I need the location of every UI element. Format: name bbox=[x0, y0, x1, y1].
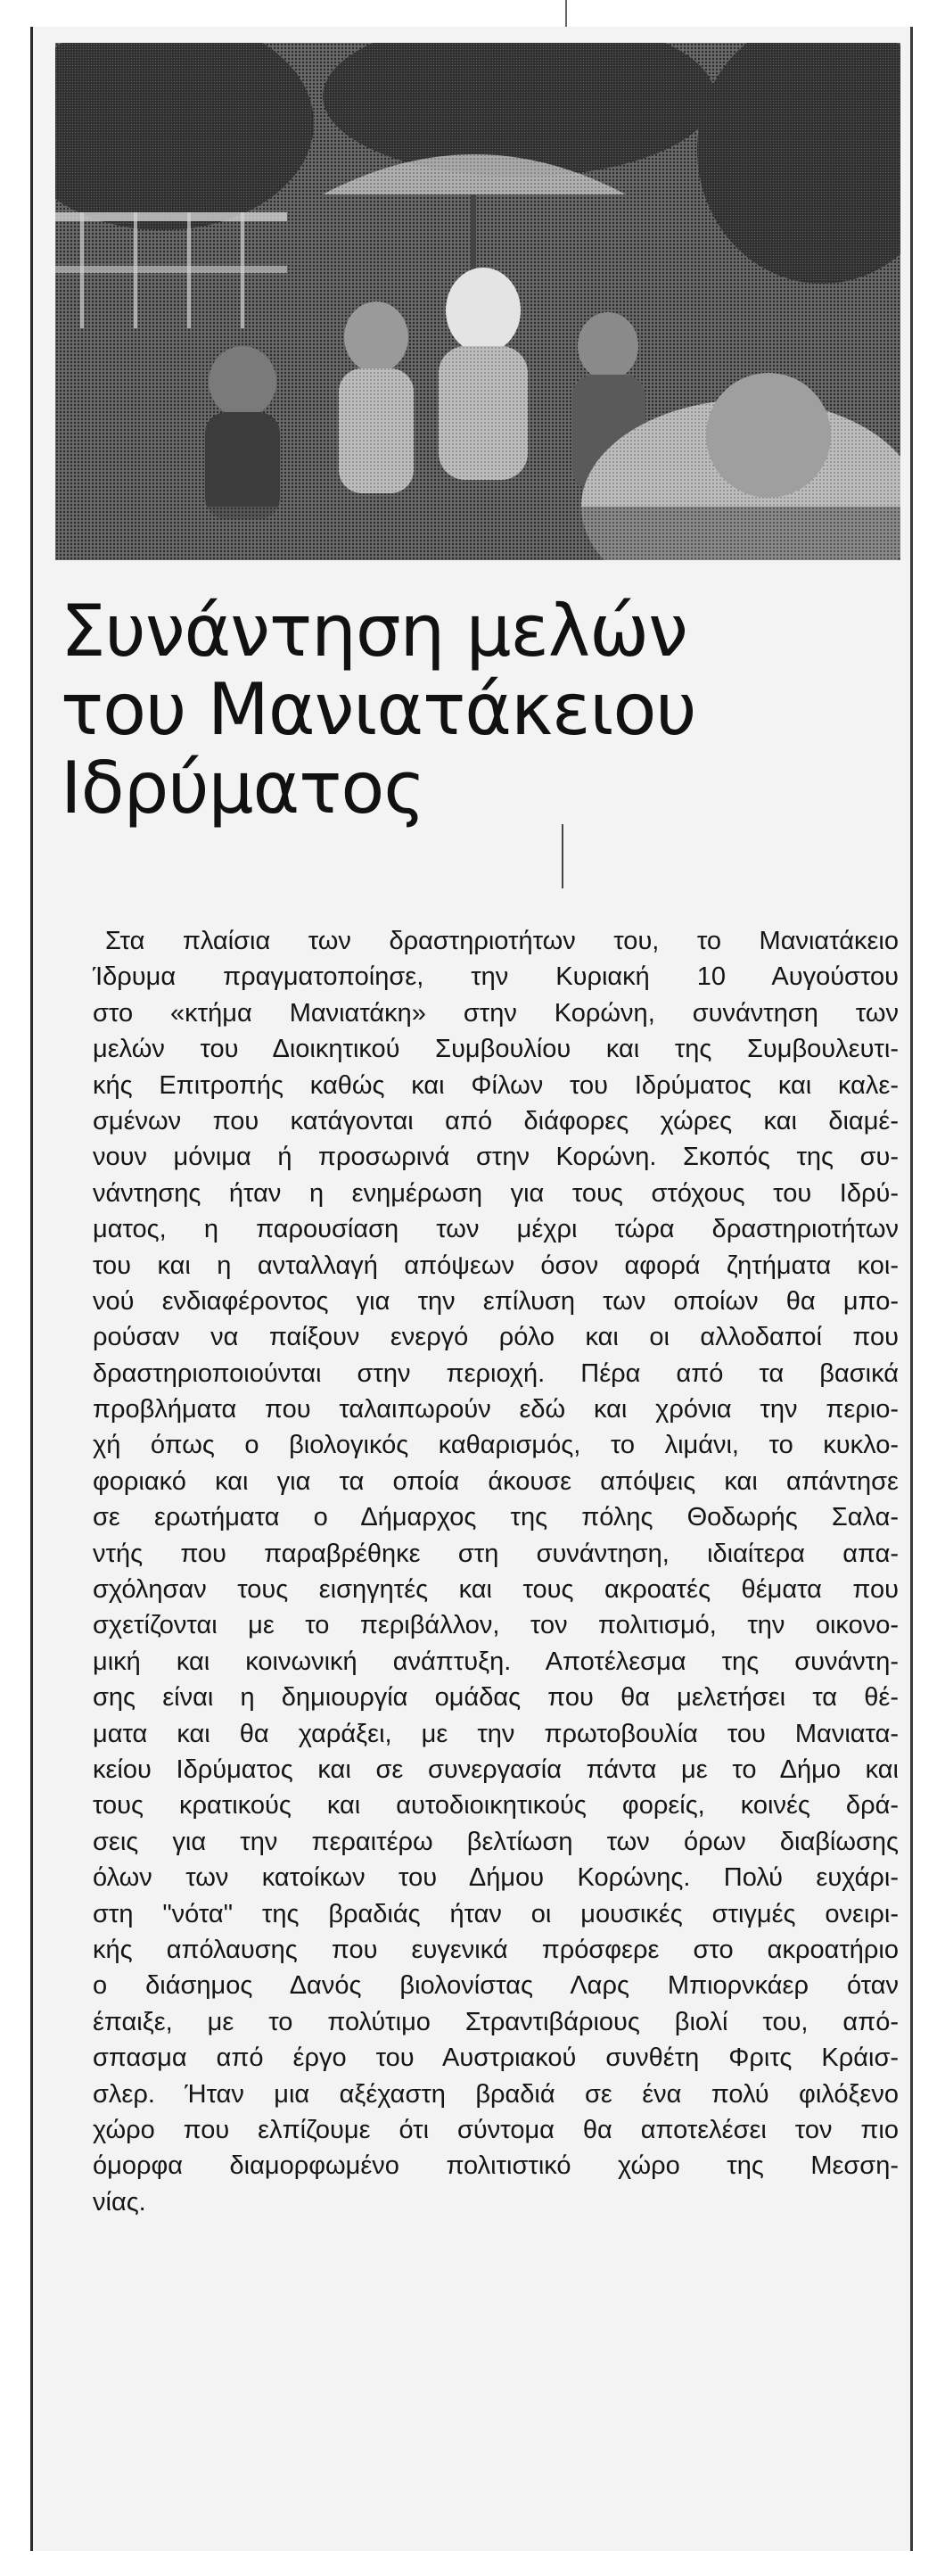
body-line: του και η ανταλλαγή απόψεων όσον αφορά ζητήματα κοι- bbox=[93, 1251, 899, 1280]
article-photo bbox=[55, 43, 900, 560]
body-line: χή όπως ο βιολογικός καθαρισμός, το λιμάνι, το κυκλο- bbox=[93, 1431, 899, 1460]
body-line: κής απόλαυσης που ευγενικά πρόσφερε στο ακροατήριο bbox=[93, 1935, 899, 1964]
body-line: δραστηριοποιούνται στην περιοχή. Πέρα από τα βασικά bbox=[93, 1358, 899, 1388]
body-line: μική και κοινωνική ανάπτυξη. Αποτέλεσμα της συνάντη- bbox=[93, 1647, 899, 1676]
body-line: φοριακό και για τα οποία άκουσε απόψεις και απάντησε bbox=[93, 1466, 899, 1496]
body-line: τους κρατικούς και αυτοδιοικητικούς φορείς, κοινές δρά- bbox=[93, 1791, 899, 1821]
body-line: στο «κτήμα Μανιατάκη» στην Κορώνη, συνάντηση των bbox=[93, 998, 899, 1028]
body-line: σεις για την περαιτέρω βελτίωση των όρων διαβίωσης bbox=[93, 1827, 899, 1856]
body-line: ντής που παραβρέθηκε στη συνάντηση, ιδιαίτερα απα- bbox=[93, 1539, 899, 1568]
body-line: ματος, η παρουσίαση των μέχρι τώρα δραστηριοτήτων bbox=[93, 1215, 899, 1244]
body-line: κείου Ιδρύματος και σε συνεργασία πάντα με το Δήμο και bbox=[93, 1754, 899, 1784]
article-title bbox=[61, 592, 863, 828]
body-line: Ίδρυμα πραγματοποίησε, την Κυριακή 10 Αυγούστου bbox=[93, 962, 899, 992]
body-line: μελών του Διοικητικού Συμβουλίου και της Συμβουλευτι- bbox=[93, 1035, 899, 1064]
body-line: ματα και θα χαράξει, με την πρωτοβουλία του Μανιατα- bbox=[93, 1719, 899, 1748]
body-line: νίας. bbox=[93, 2187, 146, 2217]
body-line: ο διάσημος Δανός βιολονίστας Λαρς Μπιορνκάερ όταν bbox=[93, 1971, 899, 2001]
body-line: κής Επιτροπής καθώς και Φίλων του Ιδρύματος και καλε- bbox=[93, 1070, 899, 1100]
title-line: του Μανιατάκειου bbox=[61, 668, 696, 751]
body-line: στη "νότα" της βραδιάς ήταν οι μουσικές στιγμές ονειρι- bbox=[93, 1899, 899, 1928]
body-line: σης είναι η δημιουργία ομάδας που θα μελετήσει τα θέ- bbox=[93, 1683, 899, 1713]
title-line: Συνάντηση μελών bbox=[61, 590, 687, 673]
body-line: σε ερωτήματα ο Δήμαρχος της πόλης Θοδωρής Σαλα- bbox=[93, 1503, 899, 1532]
body-line: όμορφα διαμορφωμένο πολιτιστικό χώρο της Μεσση- bbox=[93, 2151, 899, 2181]
body-line: νουν μόνιμα ή προσωρινά στην Κορώνη. Σκοπός της συ- bbox=[93, 1143, 899, 1172]
body-line: σχόλησαν τους εισηγητές και τους ακροατές θέματα που bbox=[93, 1575, 899, 1605]
title-line: Ιδρύματος bbox=[61, 747, 425, 830]
column-mark bbox=[562, 824, 563, 888]
body-line: σλερ. Ήταν μια αξέχαστη βραδιά σε ένα πολύ φιλόξενο bbox=[93, 2079, 899, 2109]
body-line: ρούσαν να παίξουν ενεργό ρόλο και οι αλλοδαποί που bbox=[93, 1323, 899, 1352]
body-line: όλων των κατοίκων του Δήμου Κορώνης. Πολύ ευχάρι- bbox=[93, 1863, 899, 1893]
body-line: Στα πλαίσια των δραστηριοτήτων του, το Μανιατάκειο bbox=[105, 927, 899, 955]
body-line: νού ενδιαφέροντος για την επίλυση των οποίων θα μπο- bbox=[93, 1286, 899, 1316]
body-line: νάντησης ήταν η ενημέρωση για τους στόχους του Ιδρύ- bbox=[93, 1178, 899, 1208]
body-line: χώρο που ελπίζουμε ότι σύντομα θα αποτελέσει τον πιο bbox=[93, 2115, 899, 2144]
body-line: σπασμα από έργο του Αυστριακού συνθέτη Φριτς Κράισ- bbox=[93, 2043, 899, 2073]
body-line: έπαιξε, με το πολύτιμο Στραντιβάριους βιολί του, από- bbox=[93, 2007, 899, 2036]
body-line: σμένων που κατάγονται από διάφορες χώρες και διαμέ- bbox=[93, 1106, 899, 1135]
body-line: προβλήματα που ταλαιπωρούν εδώ και χρόνια την περιο- bbox=[93, 1395, 899, 1424]
article-body bbox=[93, 923, 899, 2220]
body-line: σχετίζονται με το περιβάλλον, τον πολιτισμό, την οικονο- bbox=[93, 1611, 899, 1640]
